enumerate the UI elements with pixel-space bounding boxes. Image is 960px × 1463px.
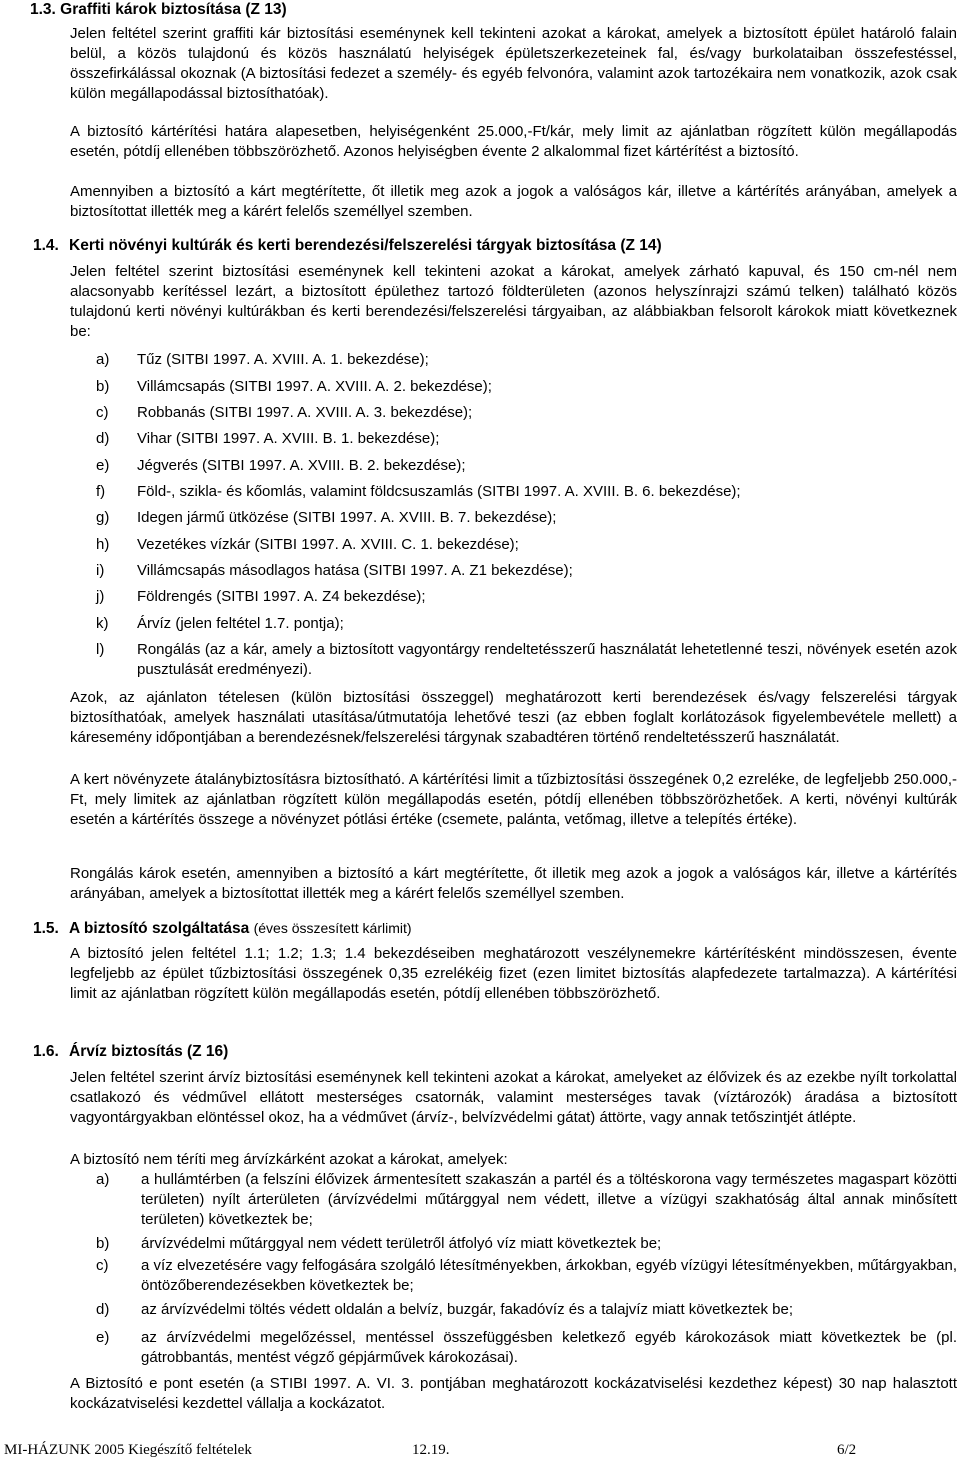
list-letter: b) (96, 378, 110, 395)
list-letter: j) (96, 588, 105, 605)
list-letter: l) (96, 641, 105, 658)
s14-paragraph-1: Azok, az ajánlaton tételesen (külön biztosítási összeggel) meghatározott kerti berendezések és/vagy felszerelési tárgyak biztosíthatóak, amelyek használati utasítása/útmutatója lehetővé teszi (az ebben foglalt korlátozások figyelembevétele mellett) a káresemény időpontjában a berendezésnek/felszerelési tárgynak szabadtéren történő rendeltetésszerű használatát. (70, 689, 957, 746)
list-text: a hullámtérben (a felszíni élővizek ármentesített szakaszán a partél és a töltéskorona vagy természetes magaspart közötti területen) nyílt árterületen (árvízvédelmi műtárggyal nem védett, illetve a vízügyi szakhatóság által annak minősített területen) következtek be; (141, 1171, 957, 1228)
list-text: Villámcsapás (SITBI 1997. A. XVIII. A. 2. bekezdése); (137, 378, 492, 395)
list-letter: i) (96, 562, 105, 579)
list-letter: b) (96, 1235, 110, 1252)
s14-paragraph-2: A kert növényzete átalánybiztosításra biztosítható. A kártérítési limit a tűzbiztosítási összegének 0,2 ezreléke, de legfeljebb 250.000,-Ft, mely limitek az ajánlatban rögzített külön megállapodás esetén, pótdíj ellenében többszörözhetőek. A kerti, növényi kultúrák esetén a kártérítés összege a növényzet pótlási értéke (csemete, palánta, vetőmag, illetve a telepítés értéke). (70, 771, 957, 828)
list-letter: c) (96, 404, 109, 421)
section-heading-1-4 (33, 236, 662, 256)
section-title: Árvíz biztosítás (Z 16) (69, 1043, 229, 1060)
section-title: A biztosító szolgáltatása (69, 920, 250, 937)
list-letter: h) (96, 536, 110, 553)
s14-intro: Jelen feltétel szerint biztosítási eseménynek kell tekinteni azokat a károkat, amelyek zárható kapuval, és 150 cm-nél nem alacsonyabb kerítéssel lezárt, a biztosított épülethez tartozó földterületen (azonos helyszínrajzi számú telken) található közös tulajdonú kerti növényi kultúrákban és kerti berendezési/felszerelési tárgyaiban, az alábbiakban felsorolt károkok miatt következnek be: (70, 263, 957, 340)
list-text: Robbanás (SITBI 1997. A. XVIII. A. 3. bekezdése); (137, 404, 473, 421)
footer-page-number: 6/2 (837, 1442, 857, 1458)
list-letter: a) (96, 1171, 110, 1188)
list-text: Villámcsapás másodlagos hatása (SITBI 1997. A. Z1 bekezdése); (137, 562, 573, 579)
section-title: Kerti növényi kultúrák és kerti berendezési/felszerelési tárgyak biztosítása (Z 14) (69, 237, 662, 254)
list-letter: d) (96, 430, 110, 447)
list-letter: a) (96, 351, 110, 368)
list-text: Jégverés (SITBI 1997. A. XVIII. B. 2. bekezdése); (137, 457, 466, 474)
list-letter: c) (96, 1257, 109, 1274)
list-text: Rongálás (az a kár, amely a biztosított vagyontárgy rendeltetésszerű használatát lehetetlenné teszi, növények esetén azok pusztulását eredményezi). (137, 641, 957, 678)
list-letter: e) (96, 1329, 110, 1346)
list-letter: d) (96, 1301, 110, 1318)
list-text: az árvízvédelmi megelőzéssel, mentéssel összefüggésben keletkező egyéb károkozások miatt következtek be (pl. gátrobbantás, mentést végző gépjárművek károkozásai). (141, 1329, 957, 1366)
list-text: Árvíz (jelen feltétel 1.7. pontja); (137, 615, 344, 632)
list-text: az árvízvédelmi töltés védett oldalán a belvíz, buzgár, fakadóvíz és a talajvíz miatt következtek be; (141, 1301, 794, 1318)
list-letter: f) (96, 483, 106, 500)
list-text: Földrengés (SITBI 1997. A. Z4 bekezdése); (137, 588, 426, 605)
s16-paragraph-2: A biztosító nem téríti meg árvízkárként azokat a károkat, amelyek: (70, 1151, 508, 1168)
list-letter: k) (96, 615, 109, 632)
s16-paragraph-1: Jelen feltétel szerint árvíz biztosítási eseménynek kell tekinteni azokat a károkat, amelyeket az élővizek és az ezekbe nyílt torkolattal csatlakozó és védművel ellátott mesterséges csatornák, valamint mesterséges tavak (víztározók) áradása a biztosított vagyontárgyakban elöntéssel okoz, ha a védművet (árvíz-, belvízvédelmi gátat) áttörte, vagy annak tetőszintjét átlépte. (70, 1069, 957, 1126)
list-text: Vezetékes vízkár (SITBI 1997. A. XVIII. C. 1. bekezdése); (137, 536, 519, 553)
list-letter: e) (96, 457, 110, 474)
s16-paragraph-3: A Biztosító e pont esetén (a STIBI 1997. A. VI. 3. pontjában meghatározott kockázatviselési kezdethez képest) 30 nap halasztott kockázatviselési kezdettel vállalja a kockázatot. (70, 1375, 957, 1412)
s14-paragraph-3: Rongálás károk esetén, amennyiben a biztosító a kárt megtérítette, őt illetik meg azok a jogok a valóságos kár, illetve a kártérítés arányában, amelyek a biztosítottat illették meg a kárért felelős személlyel szemben. (70, 865, 957, 902)
s13-paragraph-3: Amennyiben a biztosító a kárt megtérítette, őt illetik meg azok a jogok a valóságos kár, illetve a kártérítés arányában, amelyek a biztosítottat illették meg a kárért felelős személlyel szemben. (70, 183, 957, 220)
list-text: Tűz (SITBI 1997. A. XVIII. A. 1. bekezdése); (137, 351, 429, 368)
list-text: Idegen jármű ütközése (SITBI 1997. A. XVIII. B. 7. bekezdése); (137, 509, 557, 526)
footer-title: MI-HÁZUNK 2005 Kiegészítő feltételek (4, 1442, 252, 1458)
list-letter: g) (96, 509, 110, 526)
section-heading-1-5 (33, 918, 412, 939)
section-number: 1.5. (33, 920, 59, 937)
s15-paragraph-1: A biztosító jelen feltétel 1.1; 1.2; 1.3; 1.4 bekezdéseiben meghatározott veszélynemekre kártérítésként mindösszesen, évente legfeljebb az épület tűzbiztosítási összegének 0,35 ezrelékéig fizet (ezen limitet biztosítás alapfedezete tartalmazza). A kártérítési limit az ajánlatban rögzített külön megállapodás esetén, pótdíj ellenében többszörözhető. (70, 945, 957, 1002)
section-heading-1-6 (33, 1042, 228, 1062)
section-title-suffix: (éves összesített kárlimit) (253, 920, 412, 936)
s13-paragraph-1: Jelen feltétel szerint graffiti kár biztosítási eseménynek kell tekinteni azokat a károkat, amelyek a biztosított épület határoló falain belül, a közös tulajdonú és közös használatú helyiségek épületszerkezeteinek fal, és/vagy burkolataiban összefestéssel, összefirkálással okoznak (A biztosítási fedezet a személy- és egyéb felvonóra, valamint azok tartozékaira nem vonatkozik, azok csak külön megállapodással biztosíthatóak). (70, 25, 957, 102)
section-number: 1.6. (33, 1043, 59, 1060)
section-number: 1.4. (33, 237, 59, 254)
footer-date: 12.19. (412, 1442, 450, 1458)
list-text: árvízvédelmi műtárggyal nem védett területről átfolyó víz miatt következtek be; (141, 1235, 662, 1252)
list-text: Vihar (SITBI 1997. A. XVIII. B. 1. bekezdése); (137, 430, 440, 447)
list-text: a víz elvezetésére vagy felfogására szolgáló létesítményekben, árkokban, egyéb vízügyi létesítményekben, műtárgyakban, öntözőberendezésekben következtek be; (141, 1257, 957, 1294)
section-heading-1-3: 1.3. Graffiti károk biztosítása (Z 13) (30, 1, 287, 18)
list-text: Föld-, szikla- és kőomlás, valamint földcsuszamlás (SITBI 1997. A. XVIII. B. 6. bekezdése); (137, 483, 741, 500)
s13-paragraph-2: A biztosító kártérítési határa alapesetben, helyiségenként 25.000,-Ft/kár, mely limit az ajánlatban rögzített külön megállapodás esetén, pótdíj ellenében többszörözhető. Azonos helyiségben évente 2 alkalommal fizet kártérítést a biztosító. (70, 123, 957, 160)
